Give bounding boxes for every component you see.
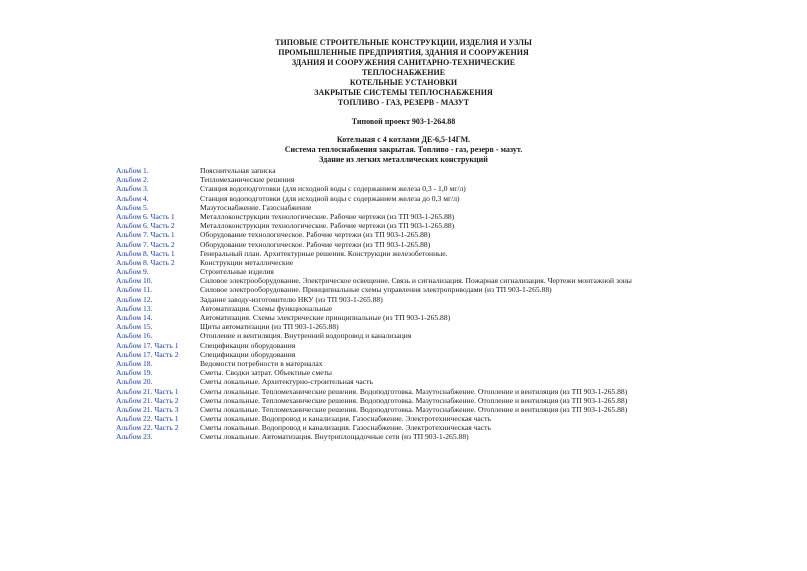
list-item: [116, 230, 796, 239]
list-item: [116, 377, 796, 386]
album-title: Генеральный план. Архитектурные решения. Конструкции железобетонные.: [200, 248, 448, 258]
list-item: [116, 341, 796, 350]
list-item: [116, 304, 796, 313]
album-title: Ведомости потребности в материалах: [200, 358, 323, 368]
album-link[interactable]: Альбом 4.: [116, 193, 149, 203]
heading-line: ЗДАНИЯ И СООРУЖЕНИЯ САНИТАРНО-ТЕХНИЧЕСКИЕ: [291, 58, 516, 67]
list-item: [116, 203, 796, 212]
album-link[interactable]: Альбом 13.: [116, 303, 153, 313]
list-item: [116, 313, 796, 322]
list-item: [116, 295, 796, 304]
heading-line: ТЕПЛОСНАБЖЕНИЕ: [361, 68, 446, 77]
album-link[interactable]: Альбом 21. Часть 2: [116, 395, 179, 405]
album-link[interactable]: Альбом 2.: [116, 175, 149, 185]
album-link[interactable]: Альбом 22. Часть 2: [116, 423, 179, 433]
album-link[interactable]: Альбом 8. Часть 1: [116, 248, 175, 258]
album-link[interactable]: Альбом 6. Часть 2: [116, 221, 175, 231]
album-title: Пояснительная записка: [200, 166, 276, 175]
album-title: Мазутоснабжение. Газоснабжение: [200, 202, 312, 212]
album-link[interactable]: Альбом 17. Часть 1: [116, 340, 179, 350]
album-title: Сметы локальные. Водопровод и канализация. Газоснабжение. Электротехническая часть: [200, 423, 491, 433]
album-title: Сметы локальные. Тепломеханические решения. Водоподготовка. Мазутоснабжение. Отопление и вентиляция (из ТП 903-1-265.88): [200, 404, 628, 414]
album-link[interactable]: Альбом 9.: [116, 267, 149, 277]
project-code: Типовой проект 903-1-264.88: [351, 117, 456, 126]
album-title: Конструкции металлические: [200, 257, 294, 267]
album-link[interactable]: Альбом 5.: [116, 202, 149, 212]
album-title: Сметы. Сводки затрат. Объектные сметы: [200, 368, 333, 378]
album-title: Оборудование технологическое. Рабочие чертежи (из ТП 903-1-265.88): [200, 230, 431, 240]
document-heading: [0, 38, 807, 108]
album-link[interactable]: Альбом 16.: [116, 331, 153, 341]
list-item: [116, 368, 796, 377]
list-item: [116, 350, 796, 359]
album-title: Сметы локальные. Водопровод и канализация. Газоснабжение. Электротехническая часть: [200, 414, 491, 424]
list-item: [116, 267, 796, 276]
album-title: Станция водоподготовки (для исходной воды с содержанием железа до 0,3 мг/л): [200, 193, 460, 203]
list-item: [116, 405, 796, 414]
album-link[interactable]: Альбом 10.: [116, 276, 153, 286]
list-item: [116, 175, 796, 184]
album-link[interactable]: Альбом 3.: [116, 184, 149, 194]
list-item: [116, 194, 796, 203]
list-item: [116, 331, 796, 340]
album-link[interactable]: Альбом 6. Часть 1: [116, 211, 175, 221]
heading-line: ПРОМЫШЛЕННЫЕ ПРЕДПРИЯТИЯ, ЗДАНИЯ И СООРУЖЕНИЯ: [278, 48, 529, 57]
album-title: Спецификации оборудования: [200, 340, 296, 350]
album-link[interactable]: Альбом 22. Часть 1: [116, 414, 179, 424]
album-link[interactable]: Альбом 11.: [116, 285, 153, 295]
album-title: Щиты автоматизации (из ТП 903-1-265.88): [200, 322, 339, 332]
list-item: [116, 258, 796, 267]
album-title: Сметы локальные. Автоматизация. Внутриплощадочные сети (из ТП 903-1-265.88): [200, 432, 469, 442]
album-link[interactable]: Альбом 7. Часть 1: [116, 230, 175, 240]
album-link[interactable]: Альбом 8. Часть 2: [116, 257, 175, 267]
list-item: [116, 285, 796, 294]
description-line: Котельная с 4 котлами ДЕ-6,5-14ГМ.: [336, 135, 471, 144]
list-item: [116, 276, 796, 285]
description-line: Система теплоснабжения закрытая. Топливо - газ, резерв - мазут.: [284, 145, 523, 154]
album-link[interactable]: Альбом 19.: [116, 368, 153, 378]
album-link[interactable]: Альбом 15.: [116, 322, 153, 332]
album-title: Металлоконструкции технологические. Рабочие чертежи (из ТП 903-1-265.88): [200, 221, 455, 231]
album-title: Станция водоподготовки (для исходной воды с содержанием железа 0,3 - 1,0 мг/л): [200, 184, 466, 194]
album-link[interactable]: Альбом 14.: [116, 313, 153, 322]
album-list: [116, 166, 796, 442]
list-item: [116, 184, 796, 193]
list-item: [116, 414, 796, 423]
album-link[interactable]: Альбом 21. Часть 3: [116, 404, 179, 414]
album-link[interactable]: Альбом 17. Часть 2: [116, 349, 179, 359]
album-title: Автоматизация. Схемы функциональные: [200, 303, 333, 313]
list-item: [116, 359, 796, 368]
album-title: Металлоконструкции технологические. Рабочие чертежи (из ТП 903-1-265.88): [200, 211, 455, 221]
album-title: Тепломеханические решения: [200, 175, 295, 185]
heading-line: КОТЕЛЬНЫЕ УСТАНОВКИ: [349, 78, 458, 87]
list-item: [116, 240, 796, 249]
album-link[interactable]: Альбом 18.: [116, 358, 153, 368]
album-title: Силовое электрооборудование. Принципиальные схемы управления электроприводами (из ТП 903-1-265.88): [200, 285, 552, 295]
album-title: Задание заводу-изготовителю НКУ (из ТП 903-1-265.88): [200, 294, 383, 304]
album-link[interactable]: Альбом 23.: [116, 432, 153, 442]
list-item: [116, 166, 796, 175]
list-item: [116, 423, 796, 432]
album-link[interactable]: Альбом 7. Часть 2: [116, 239, 175, 249]
album-link[interactable]: Альбом 12.: [116, 294, 153, 304]
album-title: Сметы локальные. Тепломеханические решения. Водоподготовка. Мазутоснабжение. Отопление и вентиляция (из ТП 903-1-265.88): [200, 395, 628, 405]
album-title: Строительные изделия: [200, 267, 274, 277]
album-title: Оборудование технологическое. Рабочие чертежи (из ТП 903-1-265.88): [200, 239, 431, 249]
album-title: Отопление и вентиляция. Внутренний водопровод и канализация: [200, 331, 412, 341]
description-line: Здание из легких металлических конструкций: [319, 155, 488, 164]
list-item: [116, 322, 796, 331]
album-title: Сметы локальные. Тепломеханические решения. Водоподготовка. Мазутоснабжение. Отопление и вентиляция (из ТП 903-1-265.88): [200, 386, 628, 396]
heading-line: ТИПОВЫЕ СТРОИТЕЛЬНЫЕ КОНСТРУКЦИИ, ИЗДЕЛИЯ И УЗЛЫ: [275, 38, 532, 47]
list-item: [116, 387, 796, 396]
album-link[interactable]: Альбом 21. Часть 1: [116, 386, 179, 396]
list-item: [116, 249, 796, 258]
list-item: [116, 432, 796, 441]
album-link[interactable]: Альбом 1.: [116, 166, 149, 175]
heading-line: ЗАКРЫТЫЕ СИСТЕМЫ ТЕПЛОСНАБЖЕНИЯ: [314, 88, 493, 97]
heading-line: ТОПЛИВО - ГАЗ, РЕЗЕРВ - МАЗУТ: [337, 98, 470, 107]
album-link[interactable]: Альбом 20.: [116, 377, 153, 387]
list-item: [116, 212, 796, 221]
album-title: Спецификации оборудования: [200, 349, 296, 359]
album-title: Сметы локальные. Архитектурно-строительная часть: [200, 377, 373, 387]
album-title: Автоматизация. Схемы электрические принципиальные (из ТП 903-1-265.88): [200, 313, 451, 322]
list-item: [116, 221, 796, 230]
list-item: [116, 396, 796, 405]
album-title: Силовое электрооборудование. Электрическое освещение. Связь и сигнализация. Пожарная сигнализация. Чертежи монтажной зоны: [200, 276, 632, 286]
project-description: [0, 135, 807, 165]
